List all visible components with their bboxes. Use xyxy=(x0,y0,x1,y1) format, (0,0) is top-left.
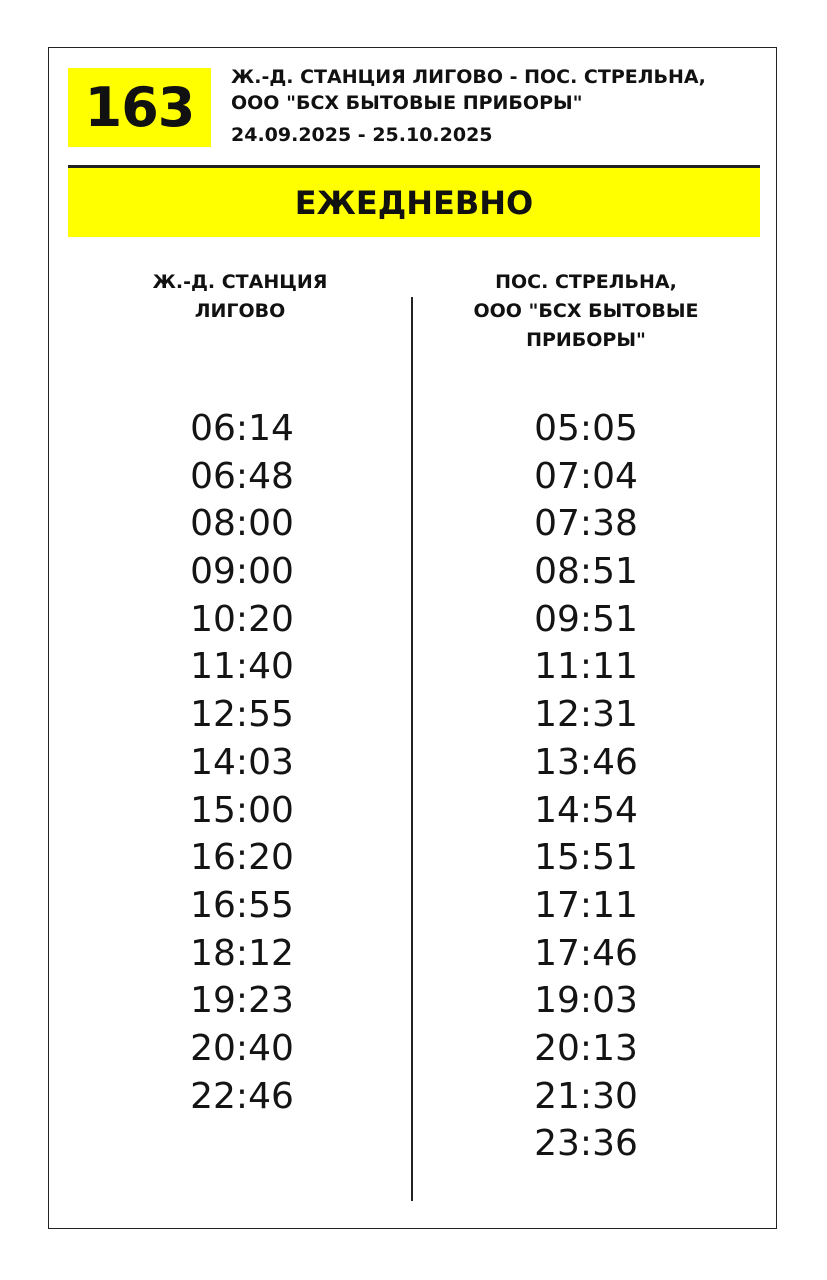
departure-time: 15:00 xyxy=(190,789,294,831)
column-header-line: ЛИГОВО xyxy=(194,300,286,322)
departure-time: 11:11 xyxy=(534,646,638,688)
column-header-strelna xyxy=(436,268,736,355)
departure-time: 18:12 xyxy=(190,932,294,974)
departure-time: 17:11 xyxy=(534,884,638,926)
departure-time: 11:40 xyxy=(190,646,294,688)
departures-strelna xyxy=(486,405,686,1168)
departure-time: 23:36 xyxy=(534,1123,638,1165)
schedule-days-banner xyxy=(68,168,760,237)
column-header-line: ПОС. СТРЕЛЬНА, xyxy=(495,271,677,293)
departure-time: 05:05 xyxy=(534,408,638,449)
departure-time: 20:40 xyxy=(190,1027,294,1069)
departure-time: 20:13 xyxy=(534,1027,638,1069)
departure-time: 09:51 xyxy=(534,598,638,640)
departure-time: 16:20 xyxy=(190,837,294,879)
departure-time: 17:46 xyxy=(534,932,638,974)
route-title xyxy=(231,64,771,116)
column-header-line: ПРИБОРЫ" xyxy=(526,329,646,351)
departure-time: 06:14 xyxy=(190,408,294,449)
departure-time: 14:03 xyxy=(190,741,294,783)
route-validity-dates: 24.09.2025 - 25.10.2025 xyxy=(231,124,493,146)
column-divider xyxy=(411,297,413,1201)
route-number-badge xyxy=(68,68,211,147)
route-title-line: ООО "БСХ БЫТОВЫЕ ПРИБОРЫ" xyxy=(231,92,583,114)
departure-time: 07:04 xyxy=(534,455,638,497)
departure-time: 09:00 xyxy=(190,551,294,593)
departure-time: 22:46 xyxy=(190,1075,294,1117)
departure-time: 13:46 xyxy=(534,741,638,783)
schedule-days-label: ЕЖЕДНЕВНО xyxy=(294,183,534,222)
column-header-line: ООО "БСХ БЫТОВЫЕ xyxy=(473,300,699,322)
departure-time: 21:30 xyxy=(534,1075,638,1117)
departure-time: 07:38 xyxy=(534,503,638,545)
departure-time: 16:55 xyxy=(190,884,294,926)
route-title-line: Ж.-Д. СТАНЦИЯ ЛИГОВО - ПОС. СТРЕЛЬНА, xyxy=(231,66,706,88)
column-header-ligovo xyxy=(90,268,390,326)
departure-time: 08:51 xyxy=(534,551,638,593)
departure-time: 08:00 xyxy=(190,503,294,545)
departure-time: 14:54 xyxy=(534,789,638,831)
departure-time: 12:55 xyxy=(190,694,294,736)
departure-time: 15:51 xyxy=(534,837,638,879)
departure-time: 12:31 xyxy=(534,694,638,736)
route-number: 163 xyxy=(84,76,195,139)
column-header-line: Ж.-Д. СТАНЦИЯ xyxy=(152,271,328,293)
departure-time: 19:23 xyxy=(190,980,294,1022)
departure-time: 19:03 xyxy=(534,980,638,1022)
departures-ligovo xyxy=(142,405,342,1120)
departure-time: 10:20 xyxy=(190,598,294,640)
departure-time: 06:48 xyxy=(190,455,294,497)
